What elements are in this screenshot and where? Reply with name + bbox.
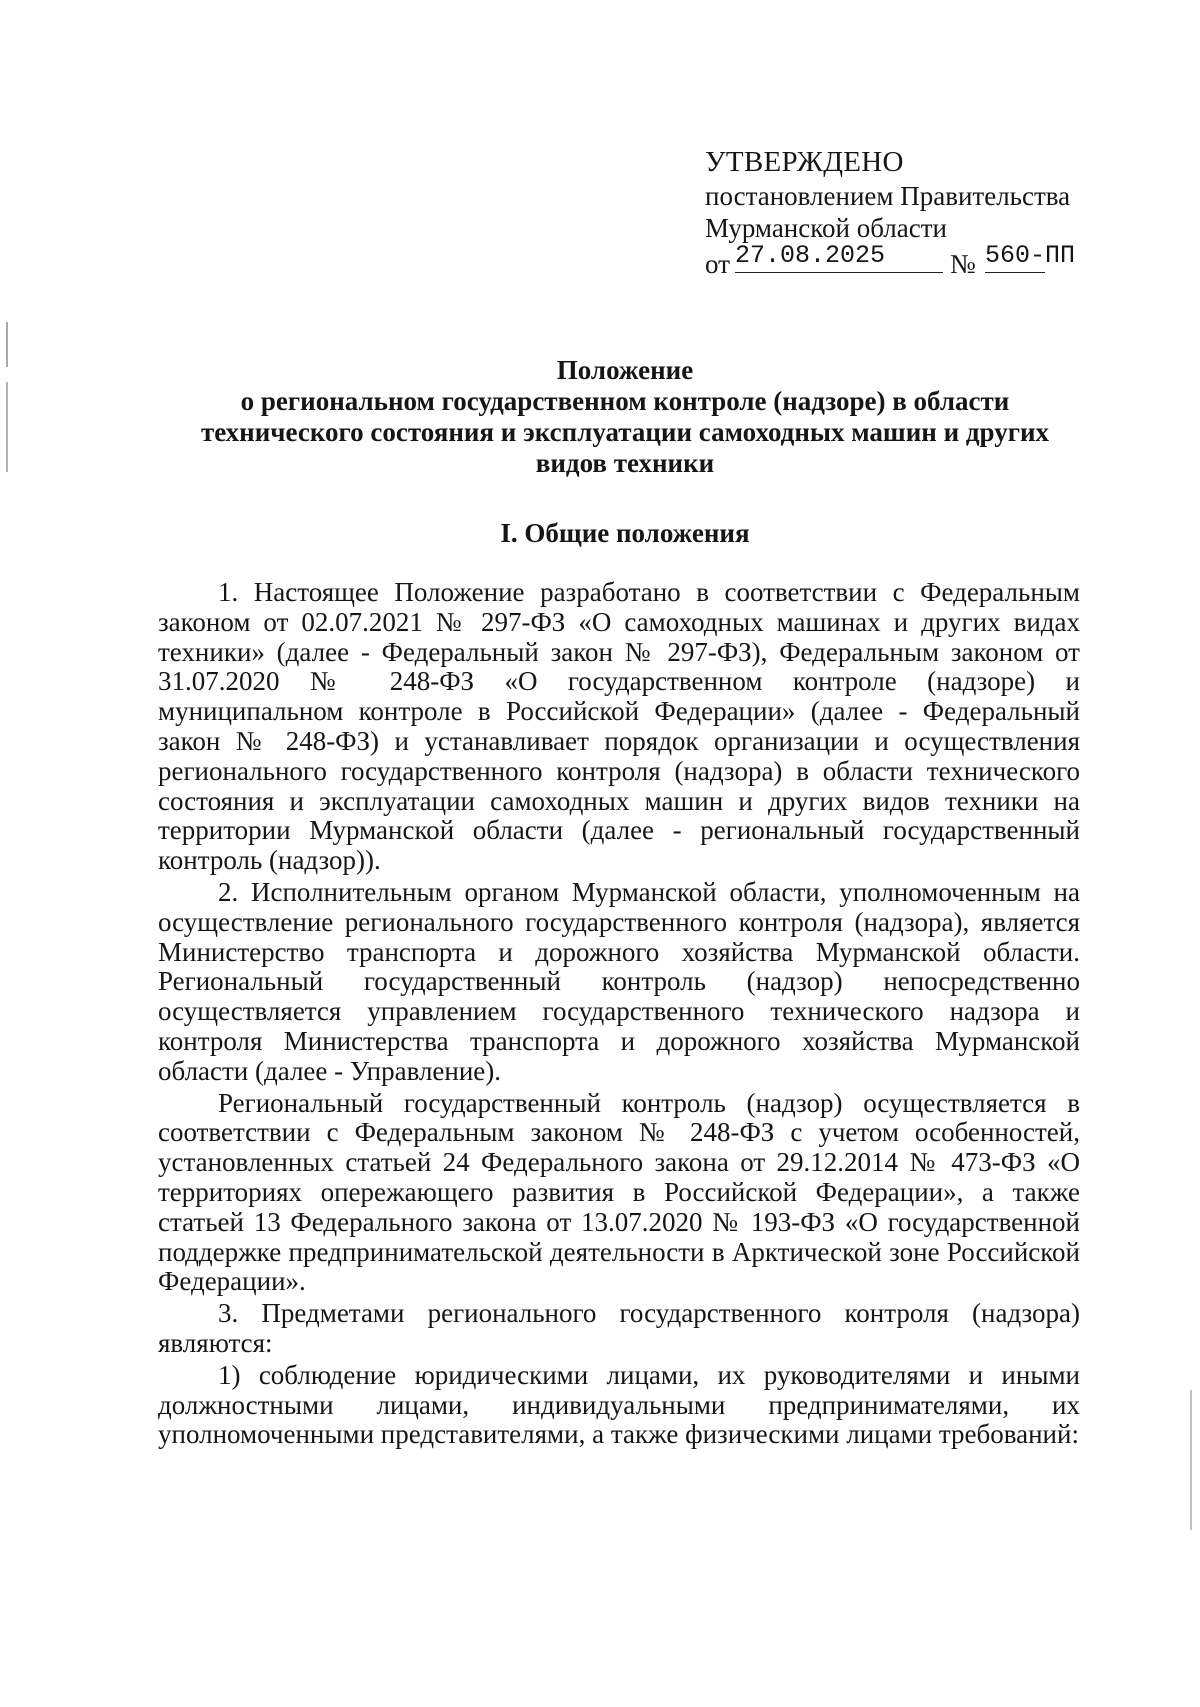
document-title (170, 355, 1080, 479)
approval-line: Мурманской области (705, 213, 947, 243)
scan-margin-mark (1190, 1390, 1192, 1530)
approval-number-sign: № (950, 249, 976, 279)
paragraph: Региональный государственный контроль (надзор) осуществляется в соответствии с Федеральным законом № 248-ФЗ с учетом особенностей, установленных статьей 24 Федерального закона от 29.12.2014 № 473-ФЗ «О территориях опережающего развития в Российской Федерации», а также статьей 13 Федерального закона от 13.07.2020 № 193-ФЗ «О государственной поддержке предпринимательской деятельности в Арктической зоне Российской Федерации». (158, 1087, 1080, 1297)
title-line: Положение (556, 355, 694, 385)
title-line: технического состояния и эксплуатации самоходных машин и других (200, 417, 1050, 447)
approval-block (705, 146, 1125, 278)
section-heading: I. Общие положения (500, 518, 750, 548)
approval-number: 560-ПП (985, 240, 1045, 273)
scan-margin-mark (6, 322, 8, 472)
approval-line: постановлением Правительства (705, 181, 1071, 211)
approval-date: 27.08.2025 (735, 240, 943, 273)
approval-reference (705, 241, 1125, 279)
title-line: видов техники (535, 448, 715, 478)
paragraph: 1. Настоящее Положение разработано в соответствии с Федеральным законом от 02.07.2021 № 297-ФЗ «О самоходных машинах и других видах техники» (далее - Федеральный закон № 297-ФЗ), Федеральным законом от 31.07.2020 № 248-ФЗ «О государственном контроле (надзоре) и муниципальном контроле в Российской Федерации» (далее - Федеральный закон № 248-ФЗ) и устанавливает порядок организации и осуществления регионального государственного контроля (надзора) в области технического состояния и эксплуатации самоходных машин и других видов техники на территории Мурманской области (далее - региональный государственный контроль (надзор)). (158, 577, 1080, 876)
title-line: о региональном государственном контроле (надзоре) в области (240, 386, 1010, 416)
approval-heading: УТВЕРЖДЕНО (705, 146, 904, 178)
document-body (158, 578, 1080, 1452)
paragraph: 2. Исполнительным органом Мурманской области, уполномоченным на осуществление регионального государственного контроля (надзора), является Министерство транспорта и дорожного хозяйства Мурманской области. Региональный государственный контроль (надзор) непосредственно осуществляется управлением государственного технического надзора и контроля Министерства транспорта и дорожного хозяйства Мурманской области (далее - Управление). (158, 876, 1080, 1086)
paragraph: 3. Предметами регионального государственного контроля (надзора) являются: (158, 1298, 1080, 1358)
paragraph: 1) соблюдение юридическими лицами, их руководителями и иными должностными лицами, индивидуальными предпринимателями, их уполномоченными представителями, а также физическими лицами требований: (158, 1359, 1080, 1450)
approval-from-label: от (705, 249, 730, 279)
